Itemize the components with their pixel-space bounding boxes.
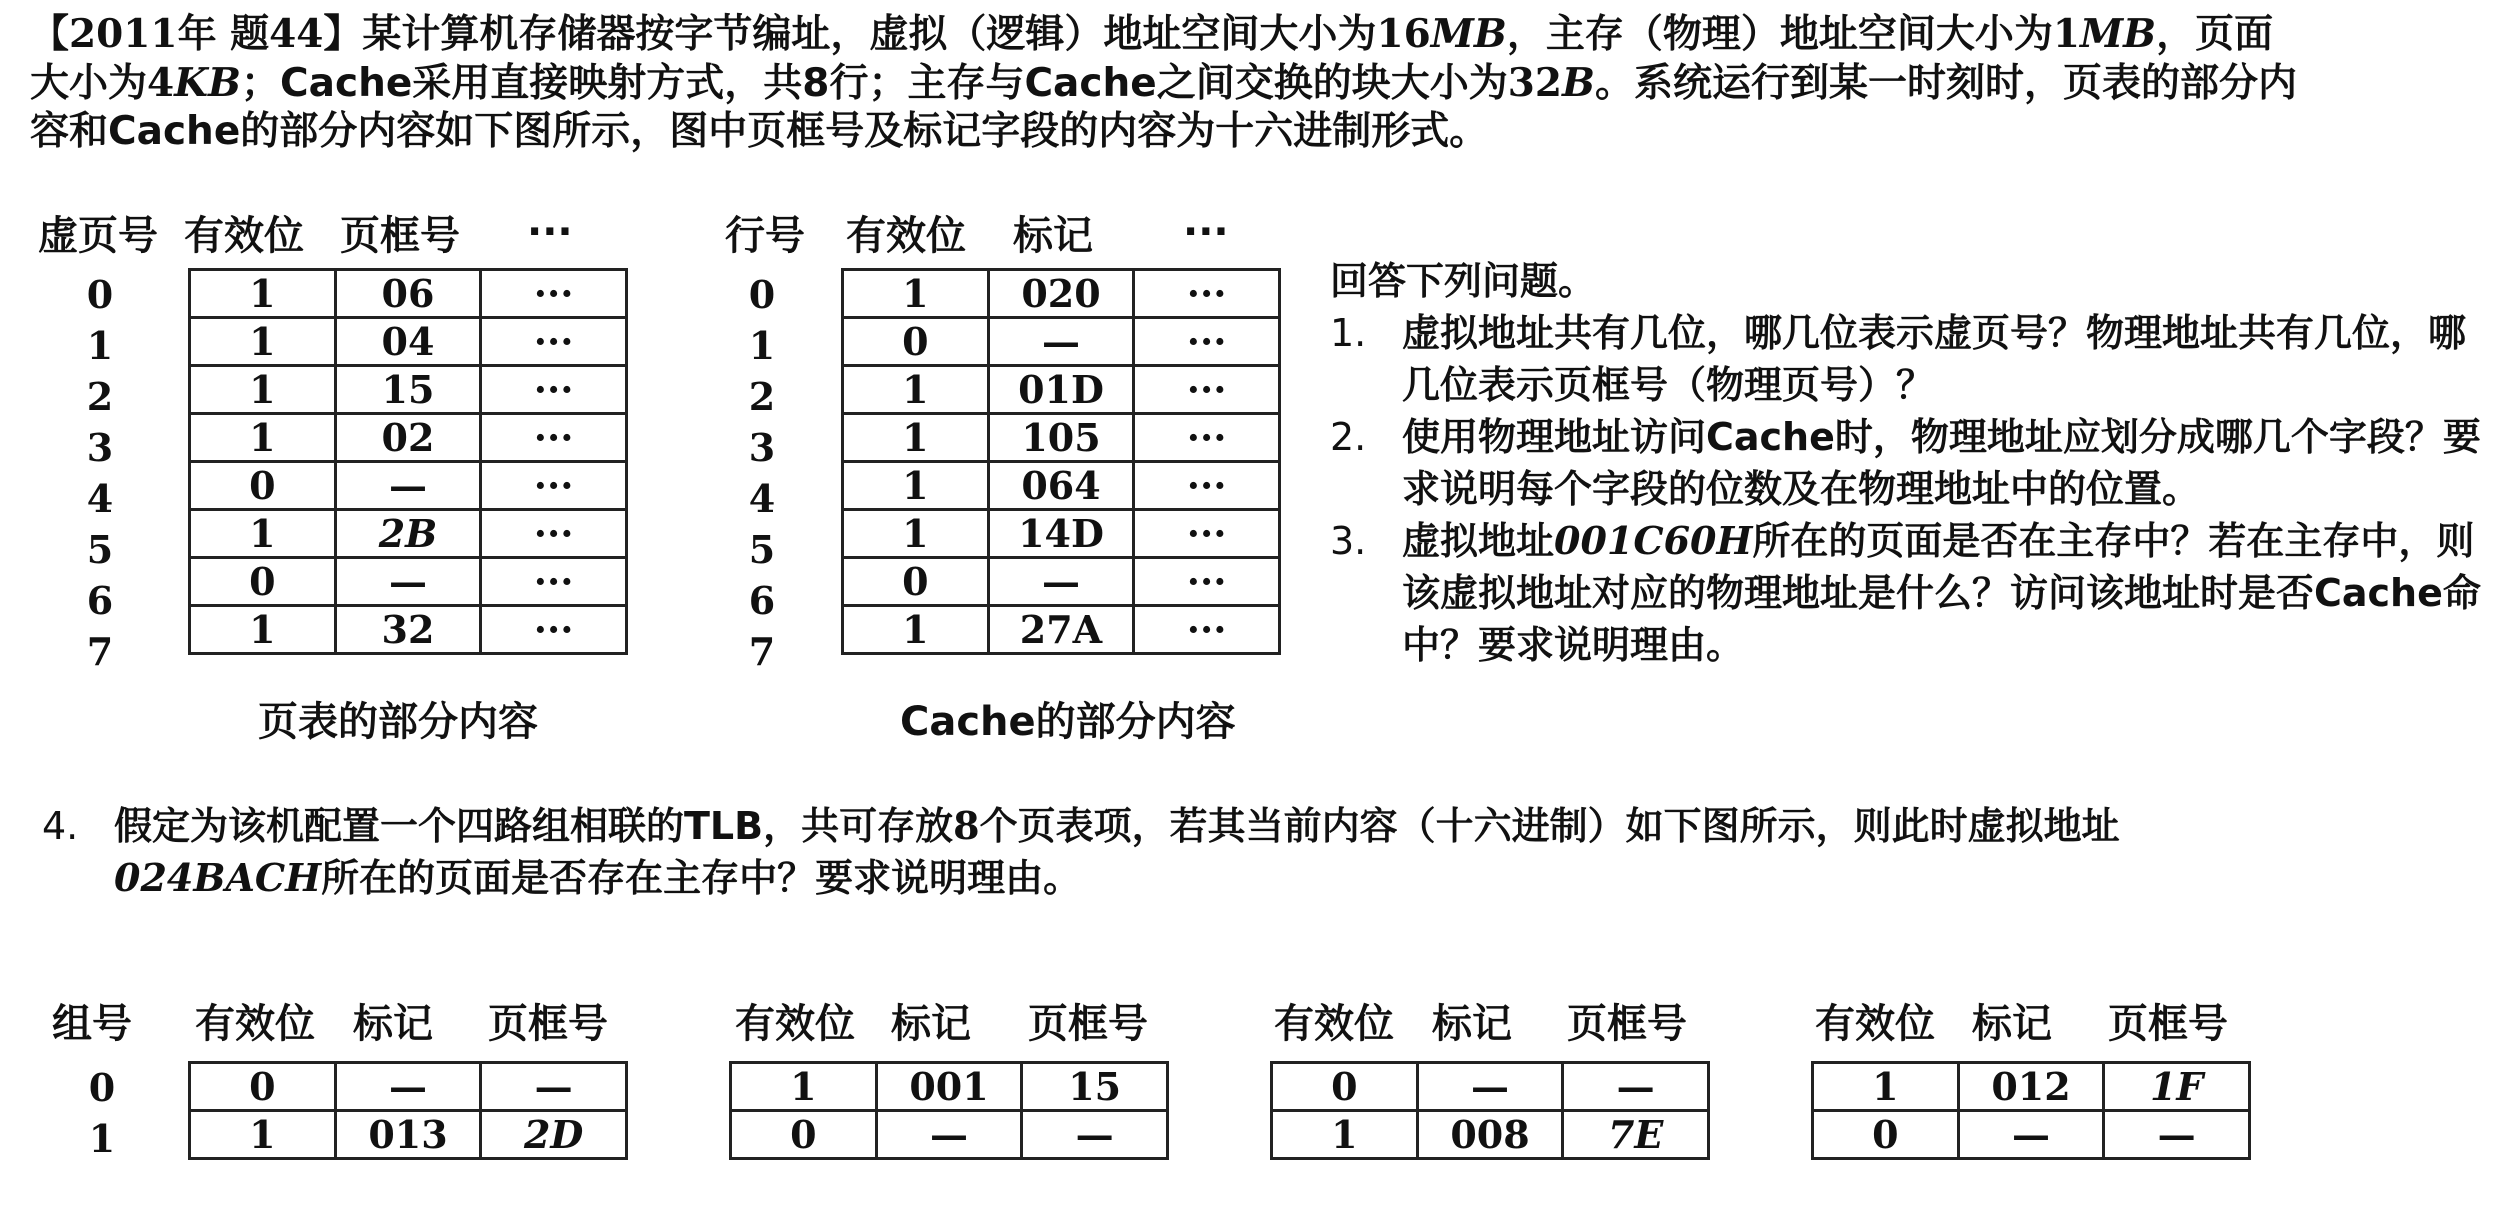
- question-4: [42, 800, 2462, 904]
- table-row: [843, 510, 1280, 558]
- question-4-body: [42, 800, 2462, 904]
- table-row: [843, 558, 1280, 606]
- ellipsis-cell: ···: [481, 462, 627, 510]
- tag-cell: 013: [335, 1111, 481, 1159]
- tag-cell: —: [988, 558, 1134, 606]
- frame-number-cell: —: [335, 462, 481, 510]
- page-table-header-valid: 有效位: [184, 213, 304, 259]
- ellipsis-cell: ···: [481, 366, 627, 414]
- physical-size-value: 1: [2052, 11, 2081, 57]
- problem-line-2: [30, 59, 2480, 108]
- page-size-value: 4: [147, 60, 175, 106]
- page-table-row-index: 2: [86, 374, 114, 419]
- frame-number-cell: —: [1563, 1063, 1709, 1111]
- table-row: [1272, 1063, 1709, 1111]
- question-text-a: 虚拟地址: [1402, 519, 1555, 563]
- table-row: [843, 366, 1280, 414]
- tlb-way-3: [1270, 1061, 1710, 1160]
- valid-bit-cell: 0: [190, 558, 336, 606]
- cache-table-header-line: 行号: [725, 213, 805, 259]
- valid-bit-cell: 1: [1272, 1111, 1418, 1159]
- frame-number-cell: 2B: [335, 510, 481, 558]
- table-row: [843, 318, 1280, 366]
- page-table: [188, 268, 628, 655]
- virtual-address: 001C60H: [1554, 518, 1753, 563]
- tlb-group-index: 0: [88, 1065, 116, 1110]
- tlb-header-tag: 标记: [353, 1001, 433, 1047]
- question-2: [1330, 411, 2490, 515]
- table-row: [190, 606, 627, 654]
- virtual-address: 024BACH: [114, 855, 322, 900]
- tlb-entry-count: 8: [953, 803, 980, 848]
- valid-bit-cell: 1: [731, 1063, 877, 1111]
- ellipsis-cell: ···: [1134, 606, 1280, 654]
- table-row: [731, 1063, 1168, 1111]
- valid-bit-cell: 1: [190, 366, 336, 414]
- tag-cell: —: [335, 1063, 481, 1111]
- ellipsis-cell: ···: [1134, 462, 1280, 510]
- cache-table-caption: Cache的部分内容: [900, 699, 1236, 745]
- page-table-caption: 页表的部分内容: [258, 699, 538, 745]
- frame-number-cell: 1F: [2104, 1063, 2250, 1111]
- tag-cell: 008: [1417, 1111, 1563, 1159]
- problem-line1-d: ，主存（物理）地址空间大小为: [1506, 12, 2053, 57]
- frame-number-cell: 32: [335, 606, 481, 654]
- tag-cell: —: [876, 1111, 1022, 1159]
- tlb-header-valid: 有效位: [735, 1001, 855, 1047]
- tlb-group-index: 1: [88, 1116, 116, 1161]
- question-number: 3.: [1330, 519, 1367, 563]
- cache-table-row-index: 0: [748, 272, 776, 317]
- question-intro: 回答下列问题。: [1330, 259, 1597, 303]
- valid-bit-cell: 1: [843, 270, 989, 318]
- valid-bit-cell: 1: [843, 462, 989, 510]
- question-4-text-b: 个页表项，若其当前内容（十六进制）如下图所示，则此时虚拟地址: [979, 804, 2120, 848]
- block-size-value: 32: [1507, 60, 1562, 106]
- virtual-size-unit: MB: [1430, 11, 1507, 57]
- tlb-header-valid: 有效位: [195, 1001, 315, 1047]
- ellipsis-cell: ···: [481, 270, 627, 318]
- page-table-row-index: 6: [86, 578, 114, 623]
- problem-line-3: 容和Cache的部分内容如下图所示，图中页框号及标记字段的内容为十六进制形式。: [30, 109, 1489, 154]
- valid-bit-cell: 0: [190, 462, 336, 510]
- table-row: [190, 1111, 627, 1159]
- cache-table-row-index: 7: [748, 629, 776, 674]
- table-row: [190, 1063, 627, 1111]
- frame-number-cell: 7E: [1563, 1111, 1709, 1159]
- question-number: 1.: [1330, 311, 1367, 355]
- table-row: [843, 414, 1280, 462]
- table-row: [1813, 1111, 2250, 1159]
- ellipsis-cell: ···: [1134, 558, 1280, 606]
- valid-bit-cell: 1: [190, 318, 336, 366]
- cache-table-header-tag: 标记: [1013, 213, 1093, 259]
- page-table-row-index: 3: [86, 425, 114, 470]
- problem-statement: [30, 10, 2480, 156]
- table-row: [843, 606, 1280, 654]
- page-table-row-index: 5: [86, 527, 114, 572]
- frame-number-cell: 15: [335, 366, 481, 414]
- frame-number-cell: 02: [335, 414, 481, 462]
- ellipsis-cell: ···: [481, 510, 627, 558]
- page-table-header-vpn: 虚页号: [38, 213, 158, 259]
- question-4-text-c: 所在的页面是否存在主存中？要求说明理由。: [321, 856, 1082, 900]
- tlb-header-tag: 标记: [1972, 1001, 2052, 1047]
- page-table-row-index: 7: [86, 629, 114, 674]
- frame-number-cell: 15: [1022, 1063, 1168, 1111]
- physical-size-unit: MB: [2080, 11, 2157, 57]
- valid-bit-cell: 1: [190, 1111, 336, 1159]
- problem-line2-c: 。系统运行到某一时刻时，页表的部分内: [1594, 61, 2297, 106]
- cache-table-row-index: 2: [748, 374, 776, 419]
- valid-bit-cell: 0: [1813, 1111, 1959, 1159]
- block-size-unit: B: [1562, 60, 1595, 106]
- tlb-header-frame: 页框号: [488, 1001, 608, 1047]
- table-row: [190, 558, 627, 606]
- table-row: [190, 318, 627, 366]
- ellipsis-cell: ···: [1134, 510, 1280, 558]
- valid-bit-cell: 0: [1272, 1063, 1418, 1111]
- question-3: [1330, 515, 2490, 671]
- table-row: [1813, 1063, 2250, 1111]
- question-text: 虚拟地址共有几位，哪几位表示虚页号？物理地址共有几位，哪几位表示页框号（物理页号）？: [1402, 311, 2467, 407]
- cache-table-row-index: 1: [748, 323, 776, 368]
- question-number: 4.: [42, 804, 79, 848]
- page-table-header-more: ···: [527, 209, 573, 255]
- valid-bit-cell: 0: [843, 558, 989, 606]
- tag-cell: —: [1958, 1111, 2104, 1159]
- tlb-header-tag: 标记: [891, 1001, 971, 1047]
- frame-number-cell: 06: [335, 270, 481, 318]
- cache-table-header-valid: 有效位: [846, 213, 966, 259]
- question-1: [1330, 307, 2490, 411]
- cache-table-row-index: 6: [748, 578, 776, 623]
- frame-number-cell: —: [2104, 1111, 2250, 1159]
- tlb-header-tag: 标记: [1432, 1001, 1512, 1047]
- valid-bit-cell: 1: [190, 510, 336, 558]
- problem-line-1: [30, 10, 2480, 59]
- valid-bit-cell: 1: [190, 414, 336, 462]
- table-row: [843, 462, 1280, 510]
- table-row: [190, 270, 627, 318]
- valid-bit-cell: 1: [843, 510, 989, 558]
- valid-bit-cell: 1: [1813, 1063, 1959, 1111]
- problem-line2-b: ；Cache采用直接映射方式，共8行；主存与Cache之间交换的块大小为: [241, 61, 1508, 106]
- tlb-header-valid: 有效位: [1274, 1001, 1394, 1047]
- cache-table-row-index: 4: [748, 476, 776, 521]
- tag-cell: 001: [876, 1063, 1022, 1111]
- valid-bit-cell: 1: [843, 366, 989, 414]
- cache-table-row-index: 5: [748, 527, 776, 572]
- tlb-header-frame: 页框号: [1567, 1001, 1687, 1047]
- valid-bit-cell: 1: [190, 270, 336, 318]
- page-table-header-frame: 页框号: [340, 213, 460, 259]
- tlb-way-4: [1811, 1061, 2251, 1160]
- virtual-size-value: 16: [1376, 11, 1431, 57]
- tag-cell: 27A: [988, 606, 1134, 654]
- ellipsis-cell: ···: [1134, 270, 1280, 318]
- table-row: [190, 462, 627, 510]
- tag-cell: 012: [1958, 1063, 2104, 1111]
- valid-bit-cell: 0: [843, 318, 989, 366]
- question-list: [1330, 255, 2490, 671]
- question-4-text-a: 假定为该机配置一个四路组相联的TLB，共可存放: [114, 804, 954, 848]
- ellipsis-cell: ···: [1134, 366, 1280, 414]
- tlb-header-frame: 页框号: [1028, 1001, 1148, 1047]
- cache-table-row-index: 3: [748, 425, 776, 470]
- tlb-header-valid: 有效位: [1815, 1001, 1935, 1047]
- tag-cell: 01D: [988, 366, 1134, 414]
- problem-line1-e: ，页面: [2156, 12, 2274, 57]
- table-row: [843, 270, 1280, 318]
- tlb-group-header: 组号: [52, 1001, 132, 1047]
- frame-number-cell: 04: [335, 318, 481, 366]
- valid-bit-cell: 1: [843, 414, 989, 462]
- problem-line2-a: 大小为: [30, 61, 148, 106]
- ellipsis-cell: ···: [1134, 414, 1280, 462]
- question-text: 使用物理地址访问Cache时，物理地址应划分成哪几个字段？要求说明每个字段的位数及在物理地址中的位置。: [1402, 415, 2481, 511]
- tag-cell: —: [1417, 1063, 1563, 1111]
- valid-bit-cell: 0: [190, 1063, 336, 1111]
- frame-number-cell: 2D: [481, 1111, 627, 1159]
- table-row: [1272, 1111, 1709, 1159]
- ellipsis-cell: ···: [481, 606, 627, 654]
- tlb-way-1: [188, 1061, 628, 1160]
- page-table-row-index: 1: [86, 323, 114, 368]
- cache-table-header-more: ···: [1183, 209, 1229, 255]
- tag-cell: 020: [988, 270, 1134, 318]
- frame-number-cell: —: [335, 558, 481, 606]
- page-table-row-index: 0: [86, 272, 114, 317]
- tag-cell: 064: [988, 462, 1134, 510]
- problem-id: 44: [269, 11, 324, 57]
- problem-year: 2011: [69, 11, 178, 57]
- problem-line1-b: 年 题: [177, 12, 270, 57]
- cache-table: [841, 268, 1281, 655]
- question-number: 2.: [1330, 415, 1367, 459]
- table-row: [190, 366, 627, 414]
- tlb-header-frame: 页框号: [2108, 1001, 2228, 1047]
- bracket-open: 【: [30, 12, 70, 57]
- frame-number-cell: —: [481, 1063, 627, 1111]
- tlb-way-2: [729, 1061, 1169, 1160]
- valid-bit-cell: 0: [731, 1111, 877, 1159]
- problem-line1-c: 】某计算机存储器按字节编址，虚拟（逻辑）地址空间大小为: [323, 12, 1377, 57]
- valid-bit-cell: 1: [190, 606, 336, 654]
- page-table-row-index: 4: [86, 476, 114, 521]
- table-row: [190, 414, 627, 462]
- question-text-b: 所在的页面是否在主存中？若在主存中，则该虚拟地址对应的物理地址是什么？访问该地址时是否Cache命中？要求说明理由。: [1402, 519, 2481, 667]
- table-row: [190, 510, 627, 558]
- tag-cell: 14D: [988, 510, 1134, 558]
- ellipsis-cell: ···: [481, 558, 627, 606]
- ellipsis-cell: ···: [1134, 318, 1280, 366]
- valid-bit-cell: 1: [843, 606, 989, 654]
- tag-cell: 105: [988, 414, 1134, 462]
- table-row: [731, 1111, 1168, 1159]
- frame-number-cell: —: [1022, 1111, 1168, 1159]
- page-size-unit: KB: [174, 60, 242, 106]
- tag-cell: —: [988, 318, 1134, 366]
- ellipsis-cell: ···: [481, 414, 627, 462]
- ellipsis-cell: ···: [481, 318, 627, 366]
